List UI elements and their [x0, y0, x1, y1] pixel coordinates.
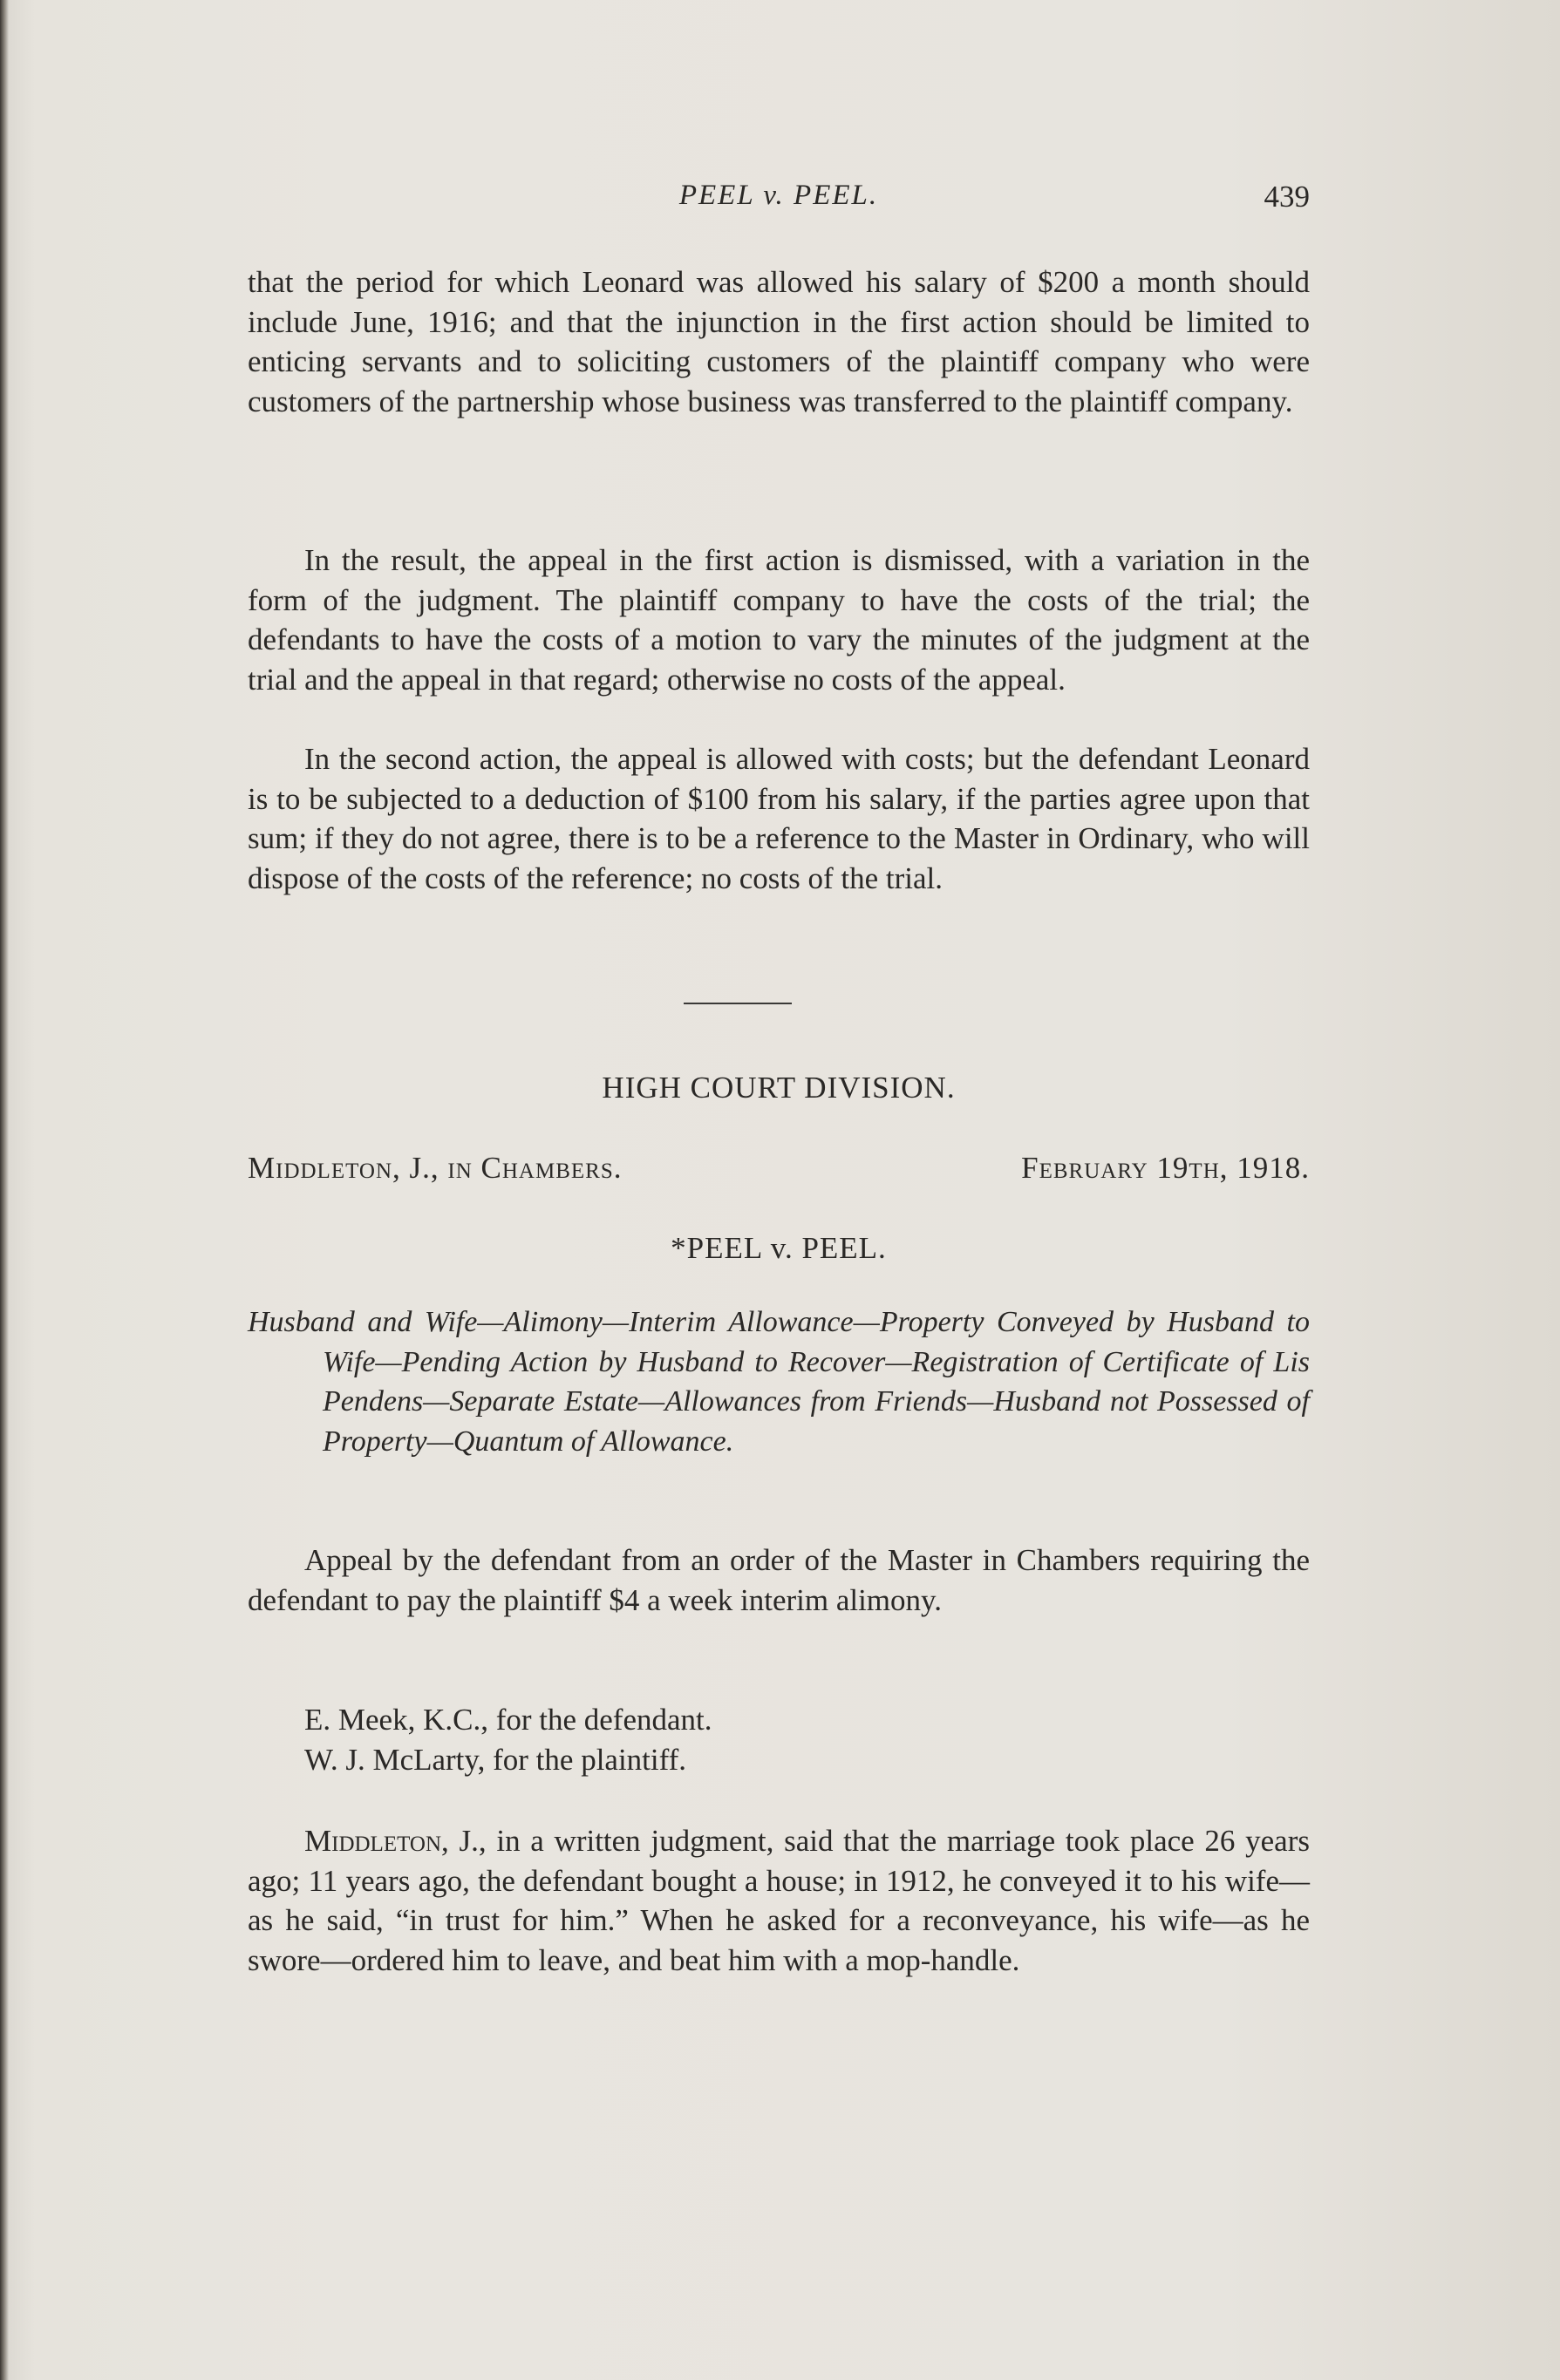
paragraph-text: Appeal by the defendant from an order of the Master in Chambers requiring the defendant to pay the plaintiff $4 a week interim alimony. — [248, 1543, 1310, 1617]
counsel-defendant: E. Meek, K.C., for the defendant. — [304, 1703, 712, 1737]
paragraph-text — [248, 1821, 1310, 1980]
running-title: PEEL v. PEEL. — [678, 180, 879, 211]
division-heading: HIGH COURT DIVISION. — [602, 1071, 956, 1105]
paragraph-text: In the second action, the appeal is allowed with costs; but the defendant Leonard is to be subjected to a deduction of $100 from his salary, if the parties agree upon that sum; if they do not agree, there is to be a reference to the Master in Ordinary, who will dispose of the costs of the reference; no costs of the trial. — [248, 742, 1310, 895]
headnote: Husband and Wife—Alimony—Interim Allowance—Property Conveyed by Husband to Wife—Pending Action by Husband to Recover—Registration of Certificate of Lis Pendens—Separate Estate—Allowances from Friends—Husband not Possessed of Property—Quantum of Allowance. — [248, 1306, 1310, 1458]
judgment-judge-name: Middleton, J. — [304, 1824, 479, 1858]
section-divider — [684, 1003, 792, 1004]
paragraph-text: In the result, the appeal in the first action is dismissed, with a variation in the form of the judgment. The plaintiff company to have the costs of the trial; the defendants to have the costs of a motion to vary the minutes of the judgment at the trial and the appeal in that regard; otherwise no costs of the appeal. — [248, 543, 1310, 697]
page-number: 439 — [1264, 180, 1310, 214]
judgment-body: , in a written judgment, said that the marriage took place 26 years ago; 11 years ago, the defendant bought a house; in 1912, he conveyed it to his wife—as he said, “in trust for him.” When he asked for a reconveyance, his wife—as he swore—ordered him to leave, and beat him with a mop-handle. — [248, 1824, 1310, 1977]
case-title: *PEEL v. PEEL. — [671, 1231, 887, 1265]
page-header — [248, 180, 1310, 223]
book-spine-edge — [0, 0, 9, 2380]
continued-paragraph-3 — [248, 739, 1310, 898]
appeal-paragraph — [248, 1540, 1310, 1620]
judgment-date: February 19th, 1918. — [1021, 1151, 1310, 1185]
continued-paragraph-1 — [248, 262, 1310, 421]
judge-name: Middleton, J., in Chambers. — [248, 1151, 623, 1185]
judgment-paragraph — [248, 1821, 1310, 1980]
judge-date-line — [248, 1151, 1310, 1193]
counsel-list — [248, 1700, 1310, 1779]
counsel-plaintiff: W. J. McLarty, for the plaintiff. — [304, 1742, 687, 1777]
paragraph-text: that the period for which Leonard was allowed his salary of $200 a month should include June, 1916; and that the injunction in the first action should be limited to enticing servants and to soliciting customers of the plaintiff company who were customers of the partnership whose business was transferred to the plaintiff company. — [248, 265, 1310, 418]
continued-paragraph-2 — [248, 541, 1310, 699]
